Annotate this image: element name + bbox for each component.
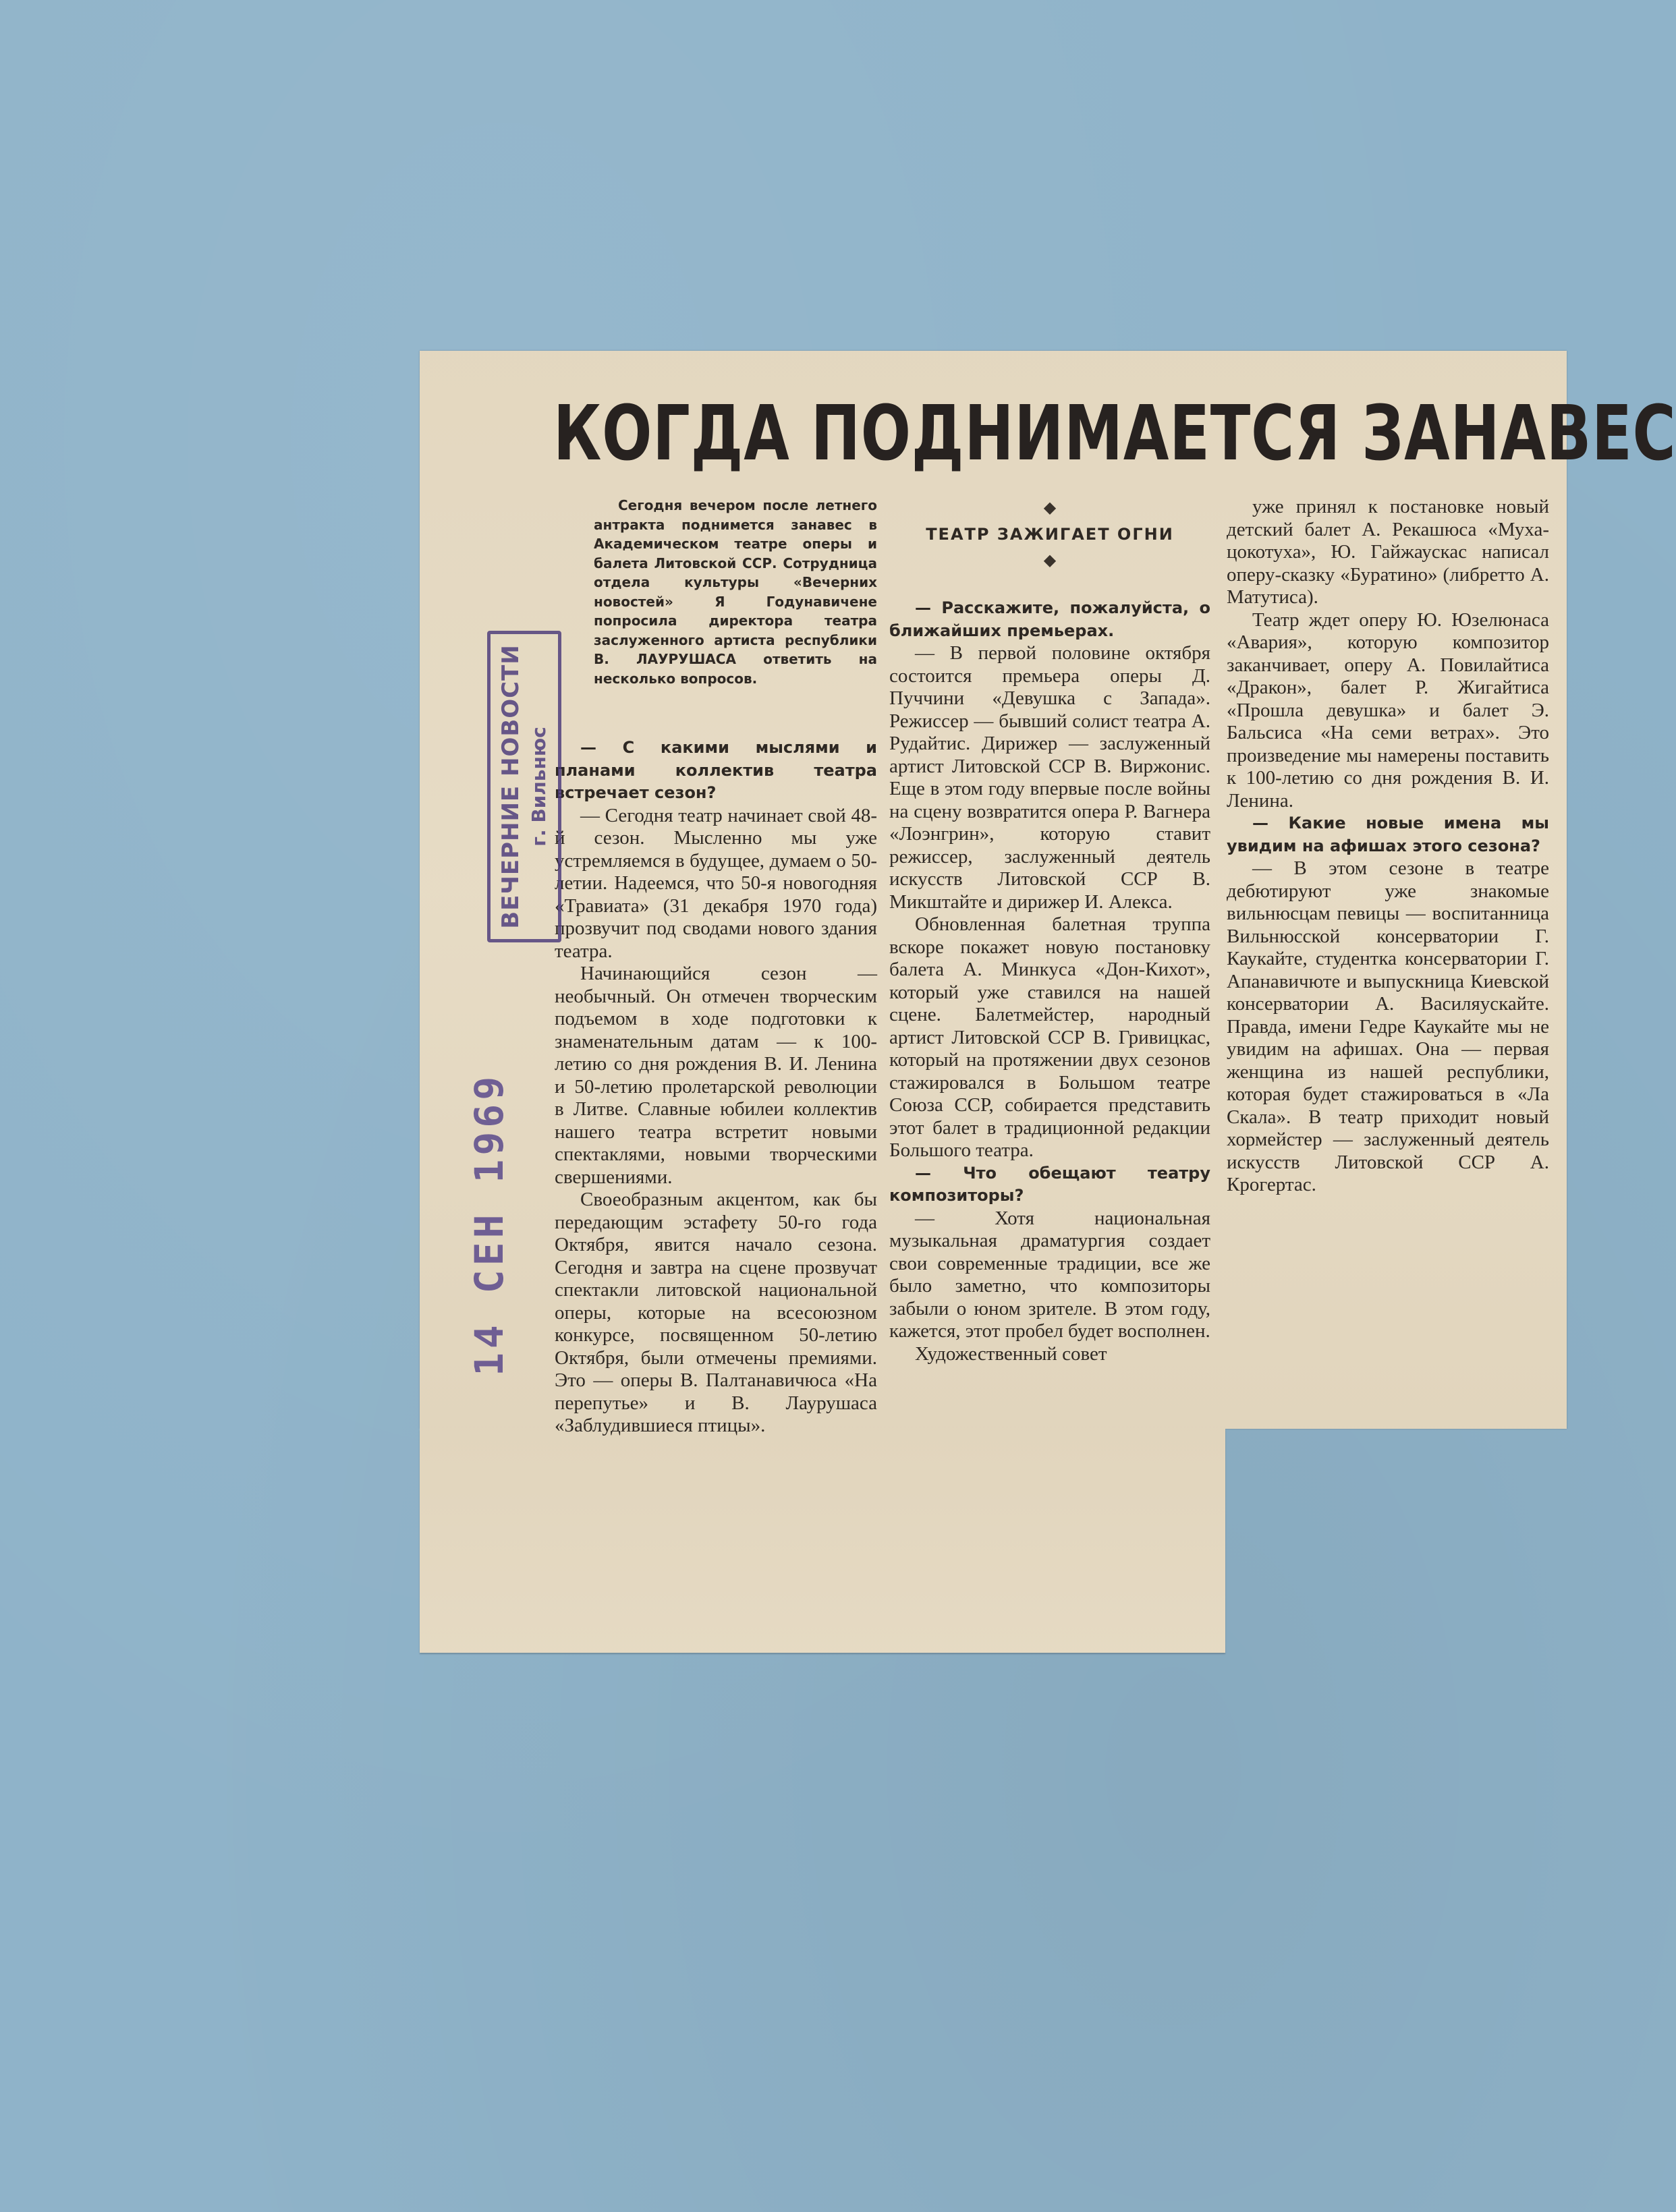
paragraph: уже принял к постановке новый детский балет А. Рекашюса «Муха-цокотуха», Ю. Гайжаускас написал оперу-сказку «Буратино» (либретто А. Матутиса). [1227, 496, 1549, 608]
stamp-city: г. Вильнюс [528, 727, 550, 847]
text-column-3 [1227, 496, 1549, 1197]
paragraph: — Хотя национальная музыкальная драматургия создает свои современные традиции, все же было заметно, что композиторы забыли о юном зрителе. В этом году, кажется, этот пробел будет восполнен. [889, 1207, 1210, 1342]
ornament-diamond-icon: ◆ [1043, 552, 1057, 569]
subheading-block [889, 498, 1210, 592]
paragraph: — Сегодня театр начинает свой 48-й сезон. Мысленно мы уже устремляемся в будущее, думаем о 50-летии. Надеемся, что 50-я новогодняя «Травиата» (31 декабря 1970 года) прозвучит под сводами нового здания театра. [555, 804, 877, 962]
paragraph: — В первой половине октября состоится премьера оперы Д. Пуччини «Девушка с Запада». Режиссер — бывший солист театра А. Рудайтис. Дирижер — заслуженный артист Литовской ССР В. Виржонис. Еще в этом году впервые после войны на сцену возвратится опера Р. Вагнера «Лоэнгрин», которую ставит режиссер, заслуженный деятель искусств Литовской ССР В. Микштайте и дирижер И. Алекса. [889, 642, 1210, 913]
subheading: ТЕАТР ЗАЖИГАЕТ ОГНИ [926, 525, 1174, 544]
paragraph: Художественный совет [915, 1342, 1107, 1365]
newspaper-clipping-bottom [420, 1429, 1225, 1653]
article-headline: КОГДА ПОДНИМАЕТСЯ ЗАНАВЕС [553, 390, 1676, 478]
interview-question: — С какими мыслями и планами коллектив театра встречает сезон? [555, 738, 877, 802]
stamp-newspaper-name: ВЕЧЕРНИЕ НОВОСТИ [497, 644, 524, 929]
interview-question: — Что обещают театру композиторы? [889, 1163, 1210, 1205]
paragraph: Начинающийся сезон — необычный. Он отмечен творческим подъемом в ходе подготовки к знаменательным датам — к 100-летию со дня рождения В. И. Ленина и 50-летию пролетарской революции в Литве. Славные юбилеи коллектив нашего театра встретит новыми спектаклями, новыми творческими свершениями. [555, 963, 877, 1188]
ornament-diamond-icon: ◆ [1043, 499, 1057, 517]
paragraph: Своеобразным акцентом, как бы передающим эстафету 50-го года Октября, явится начало сезона. Сегодня и завтра на сцене прозвучат спектакли литовской национальной оперы, которые на всесоюзном конкурсе, посвященном 50-летию Октября, были отмечены премиями. Это — оперы В. Палтанавичюса «На перепутье» и В. Лаурушаса «Заблудившиеся птицы». [555, 1189, 877, 1436]
article-intro: Сегодня вечером после летнего антракта поднимется занавес в Академическом театре оперы и балета Литовской ССР. Сотрудница отдела культуры «Вечерних новостей» Я Годунавичене попросила директора театра заслуженного артиста республики В. ЛАУРУШАСА ответить на несколько вопросов. [594, 497, 877, 687]
paragraph: Обновленная балетная труппа вскоре покажет новую постановку балета А. Минкуса «Дон-Кихот», который уже ставился на нашей сцене. Балетмейстер, народный артист Литовской ССР В. Гривицкас, который на протяжении двух сезонов стажировался в Большом театре Союза ССР, собирается представить этот балет в традиционной редакции Большого театра. [889, 913, 1210, 1161]
interview-question: — Какие новые имена мы увидим на афишах этого сезона? [1227, 814, 1549, 855]
date-stamp: 14 СЕН 1969 [466, 1072, 512, 1376]
paragraph: — В этом сезоне в театре дебютируют уже знакомые вильнюсцам певицы — воспитанница Вильнюсской консерватории Г. Каукайте, студентка консерватории Г. Апанавичюте и выпускница Киевской консерватории А. Василяускайте. Правда, имени Гедре Каукайте мы не увидим на афишах. Она — первая женщина из нашей республики, которая будет стажироваться в «Ла Скала». В театр приходит новый хормейстер — заслуженный деятель искусств Литовской ССР А. Крогертас. [1227, 857, 1549, 1195]
text-column-1 [555, 737, 877, 1438]
paragraph: Театр ждет оперу Ю. Юзелюнаса «Авария», которую композитор заканчивает, оперу А. Повилайтиса «Дракон», балет Р. Жигайтиса «Прошла девушка» и балет Э. Бальсиса «На семи ветрах». Это произведение мы намерены поставить к 100-летию со дня рождения В. И. Ленина. [1227, 608, 1549, 812]
text-column-2 [889, 597, 1210, 1365]
newspaper-stamp [487, 631, 561, 942]
interview-question: — Расскажите, пожалуйста, о ближайших премьерах. [889, 598, 1210, 640]
stamp-text [496, 638, 553, 935]
